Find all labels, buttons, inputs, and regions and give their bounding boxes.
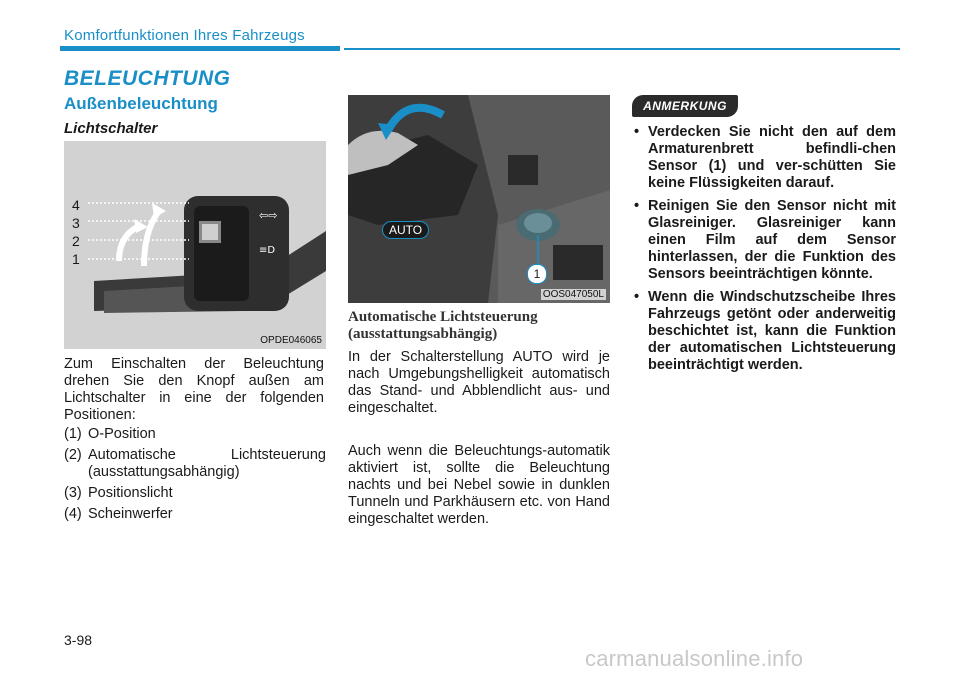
auto-light-illustration (348, 95, 610, 303)
position-list (64, 426, 326, 523)
position-label-1: 1 (72, 251, 80, 267)
header-rule (344, 48, 900, 50)
auto-light-heading: Automatische Lichtsteuerung (ausstattungsabhängig) (348, 309, 538, 342)
position-label-3: 3 (72, 215, 80, 231)
position-label-4: 4 (72, 197, 80, 213)
sensor-label: 1 (527, 264, 547, 284)
list-item: (3) Positionslicht (64, 485, 173, 501)
watermark: carmanualsonline.info (585, 646, 804, 671)
note-item: • Reinigen Sie den Sensor nicht mit Glasreiniger. Glasreiniger kann einen Film auf dem Sensor hinterlassen, der die Funktion des Sensors beeinträchtigen könnte. (634, 198, 896, 282)
auto-light-figure (348, 95, 610, 303)
page-number: 3-98 (64, 632, 93, 648)
header-rule-accent (60, 46, 340, 51)
light-switch-heading: Lichtschalter (64, 120, 158, 137)
chapter-title: Komfortfunktionen Ihres Fahrzeugs (64, 27, 305, 44)
auto-light-paragraph-1: In der Schalterstellung AUTO wird je nach Umgebungshelligkeit automatisch das Stand- und Abblendlicht aus- und eingeschaltet. (348, 349, 610, 416)
section-title: BELEUCHTUNG (64, 67, 231, 90)
light-switch-figure (64, 141, 326, 349)
position-label-2: 2 (72, 233, 80, 249)
note-item: • Wenn die Windschutzscheibe Ihres Fahrzeugs getönt oder anderweitig beschichtet ist, kann die Funktion der automatischen Lichtsteuerung beeinträchtigt werden. (634, 289, 896, 373)
list-item: (2) Automatische Lichtsteuerung (ausstattungsabhängig) (64, 447, 326, 480)
note-item: • Verdecken Sie nicht den auf dem Armaturenbrett befindli-chen Sensor (1) und ver-schütten Sie keine Flüssigkeiten darauf. (634, 124, 896, 191)
figure-code: OOS047050L (542, 289, 604, 300)
list-item: (4) Scheinwerfer (64, 506, 173, 522)
light-switch-illustration (64, 141, 326, 349)
svg-text:⇦⇨: ⇦⇨ (259, 209, 278, 222)
note-list (632, 124, 896, 380)
auto-label: AUTO (382, 221, 429, 239)
subsection-title: Außenbeleuchtung (64, 94, 218, 113)
note-badge: ANMERKUNG (632, 95, 738, 117)
light-switch-paragraph: Zum Einschalten der Beleuchtung drehen Sie den Knopf außen am Lichtschalter in eine der folgenden Positionen: (64, 356, 324, 423)
auto-light-paragraph-2: Auch wenn die Beleuchtungs-automatik aktiviert ist, sollte die Beleuchtung nachts und bei Nebel sowie in dunklen Tunneln und Parkhäusern etc. von Hand eingeschaltet werden. (348, 443, 610, 527)
figure-code: OPDE046065 (260, 335, 322, 346)
svg-text:≡D: ≡D (259, 245, 276, 256)
list-item: (1) O-Position (64, 426, 156, 442)
